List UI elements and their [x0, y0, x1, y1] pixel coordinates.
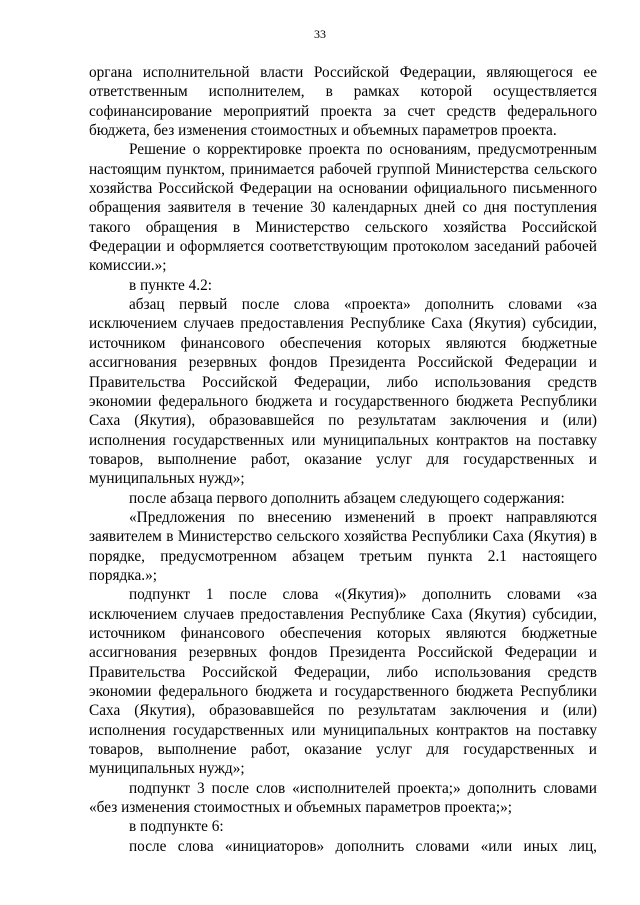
paragraph-subpoint-1: подпункт 1 после слова «(Якутия)» дополнить словами «за исключением случаев предоставления Республике Саха (Якутия) субсидии, источником финансового обеспечения которых являются бюджетные ассигнования резервных фондов Президента Российской Федерации и Правительства Российской Федерации, либо использования средств экономии федерального бюджета и государственного бюджета Республики Саха (Якутия), образовавшейся по результатам заключения и (или) исполнения государственных или муниципальных контрактов на поставку товаров, выполнение работ, оказание услуг для государственных и муниципальных нужд»;	[89, 586, 597, 778]
document-body	[89, 63, 597, 856]
paragraph-continuation: органа исполнительной власти Российской Федерации, являющегося ее ответственным исполнителем, в рамках которой осуществляется софинансирование мероприятий проекта за счет средств федерального бюджета, без изменения стоимостных и объемных параметров проекта.	[89, 64, 597, 140]
paragraph-correction-decision: Решение о корректировке проекта по основаниям, предусмотренным настоящим пунктом, принимается рабочей группой Министерства сельского хозяйства Российской Федерации на основании официального письменного обращения заявителя в течение 30 календарных дней со дня поступления такого обращения в Министерство сельского хозяйства Российской Федерации и оформляется соответствующим протоколом заседаний рабочей комиссии.»;	[89, 141, 597, 275]
paragraph-add-abzac: после абзаца первого дополнить абзацем следующего содержания:	[129, 489, 565, 507]
paragraph-proposals-quote: «Предложения по внесению изменений в проект направляются заявителем в Министерство сельского хозяйства Республики Саха (Якутия) в порядке, предусмотренном абзацем третьим пункта 2.1 настоящего порядка.»;	[89, 508, 597, 584]
paragraph-subpoint-3: подпункт 3 после слов «исполнителей проекта;» дополнить словами «без изменения стоимостных и объемных параметров проекта;»;	[89, 779, 597, 817]
paragraph-after-initiators: после слова «инициаторов» дополнить словами «или иных лиц,	[129, 837, 597, 855]
paragraph-first-abzac-amendment: абзац первый после слова «проекта» дополнить словами «за исключением случаев предоставления Республике Саха (Якутия) субсидии, источником финансового обеспечения которых являются бюджетные ассигнования резервных фондов Президента Российской Федерации и Правительства Российской Федерации, либо использования средств экономии федерального бюджета и государственного бюджета Республики Саха (Якутия), образовавшейся по результатам заключения и (или) исполнения государственных или муниципальных контрактов на поставку товаров, выполнение работ, оказание услуг для государственных и муниципальных нужд»;	[89, 296, 597, 488]
page-number: 33	[314, 27, 326, 41]
paragraph-point-4-2: в пункте 4.2:	[129, 276, 212, 294]
paragraph-subpoint-6: в подпункте 6:	[129, 818, 224, 836]
